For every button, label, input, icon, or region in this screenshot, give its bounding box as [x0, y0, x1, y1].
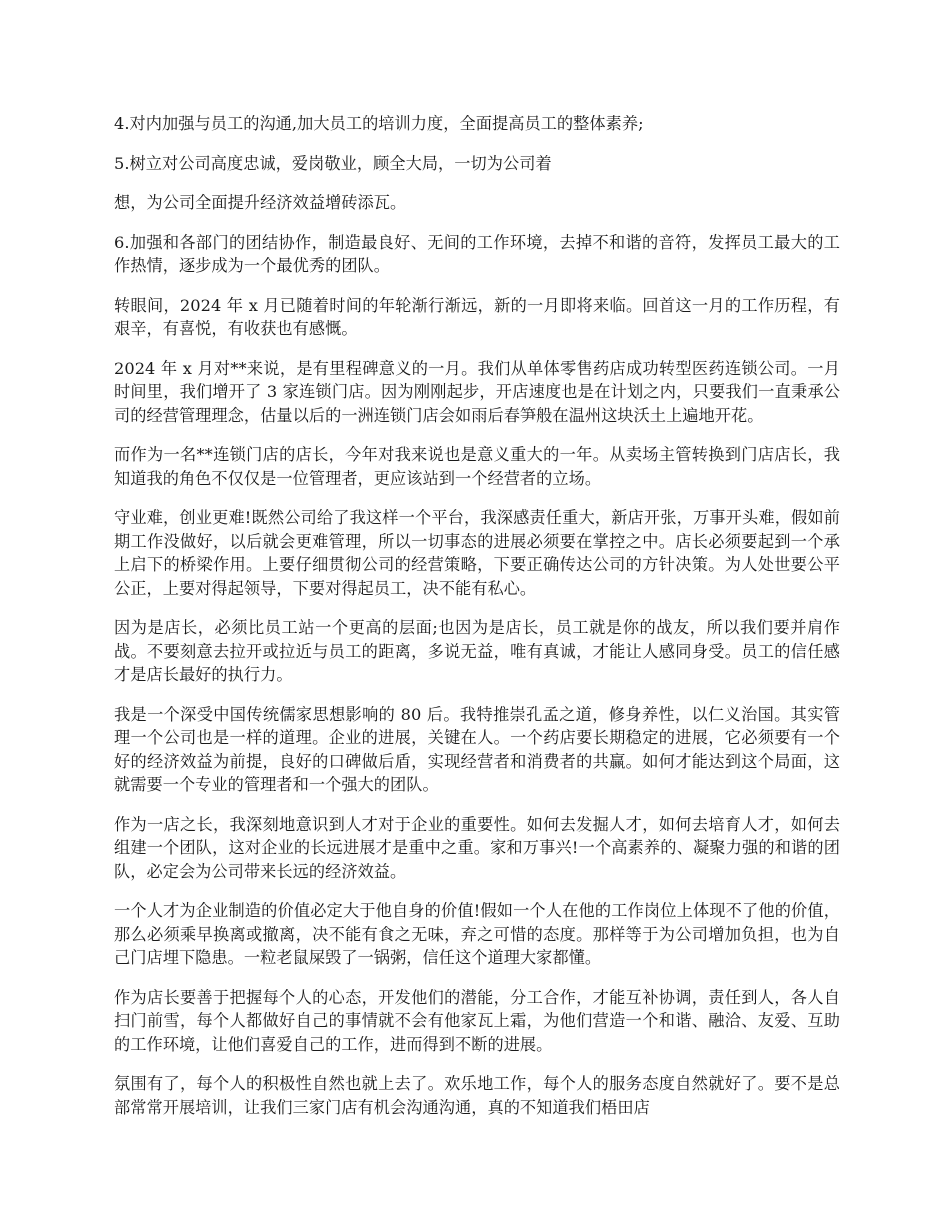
- paragraph-goal-4: 4.对内加强与员工的沟通,加大员工的培训力度，全面提高员工的整体素养;: [114, 114, 644, 133]
- paragraph-staff-mindset: 作为店长要善于把握每个人的心态，开发他们的潜能，分工合作，才能互补协调，责任到人，各人自扫门前雪，每个人都做好自己的事情就不会有他家瓦上霜，为他们营造一个和谐、融洽、友爱、互助的工作环境，让他们喜爱自己的工作，进而得到不断的进展。: [114, 987, 840, 1054]
- paragraph-startup-difficulty: 守业难，创业更难!既然公司给了我这样一个平台，我深感责任重大，新店开张，万事开头难，假如前期工作没做好，以后就会更难管理，所以一切事态的进展必须要在掌控之中。店长必须要起到一个承上启下的桥梁作用。上要仔细贯彻公司的经营策略，下要正确传达公司的方针决策。为人处世要公平公正，上要对得起领导，下要对得起员工，决不能有私心。: [114, 508, 840, 598]
- paragraph-talent-importance: 作为一店之长，我深刻地意识到人才对于企业的重要性。如何去发掘人才，如何去培育人才，如何去组建一个团队，这对企业的长远进展才是重中之重。家和万事兴!一个高素养的、凝聚力强的和谐的团队，必定会为公司带来长远的经济效益。: [114, 814, 840, 881]
- paragraph-goal-6: 6.加强和各部门的团结协作，制造最良好、无间的工作环境，去掉不和谐的音符，发挥员工最大的工作热情，逐步成为一个最优秀的团队。: [114, 232, 840, 275]
- paragraph-month-review: 转眼间，2024 年 x 月已随着时间的年轮渐行渐远，新的一月即将来临。回首这一月的工作历程，有艰辛，有喜悦，有收获也有感慨。: [114, 295, 840, 338]
- paragraph-milestone: 2024 年 x 月对**来说，是有里程碑意义的一月。我们从单体零售药店成功转型医药连锁公司。一月时间里，我们增开了 3 家连锁门店。因为刚刚起步，开店速度也是在计划之内，只要我们一直秉承公司的经营管理理念，估量以后的一洲连锁门店会如雨后春笋般在温州这块沃土上遍地开花。: [114, 358, 840, 425]
- document-page: [114, 112, 840, 1135]
- paragraph-goal-5-continued: 想，为公司全面提升经济效益增砖添瓦。: [114, 193, 407, 212]
- paragraph-team-trust: 因为是店长，必须比员工站一个更高的层面;也因为是店长，员工就是你的战友，所以我们要并肩作战。不要刻意去拉开或拉近与员工的距离，多说无益，唯有真诚，才能让人感同身受。员工的信任感才是店长最好的执行力。: [114, 618, 840, 684]
- paragraph-goal-5: 5.树立对公司高度忠诚，爱岗敬业，顾全大局，一切为公司着: [114, 153, 552, 173]
- paragraph-atmosphere: 氛围有了，每个人的积极性自然也就上去了。欢乐地工作，每个人的服务态度自然就好了。要不是总部常常开展培训，让我们三家门店有机会沟通沟通，真的不知道我们梧田店: [114, 1074, 840, 1117]
- paragraph-confucian-management: 我是一个深受中国传统儒家思想影响的 80 后。我特推崇孔孟之道，修身养性，以仁义治国。其实管理一个公司也是一样的道理。企业的进展，关键在人。一个药店要长期稳定的进展，它必须要有一个好的经济效益为前提，良好的口碑做后盾，实现经营者和消费者的共赢。如何才能达到这个局面，这就需要一个专业的管理者和一个强大的团队。: [114, 704, 840, 794]
- paragraph-store-manager-role: 而作为一名**连锁门店的店长，今年对我来说也是意义重大的一年。从卖场主管转换到门店店长，我知道我的角色不仅仅是一位管理者，更应该站到一个经营者的立场。: [114, 445, 840, 488]
- paragraph-talent-value: 一个人才为企业制造的价值必定大于他自身的价值!假如一个人在他的工作岗位上体现不了他的价值，那么必须乘早换离或撤离，决不能有食之无味，弃之可惜的态度。那样等于为公司增加负担，也为自己门店埋下隐患。一粒老鼠屎毁了一锅粥，信任这个道理大家都懂。: [114, 901, 840, 967]
